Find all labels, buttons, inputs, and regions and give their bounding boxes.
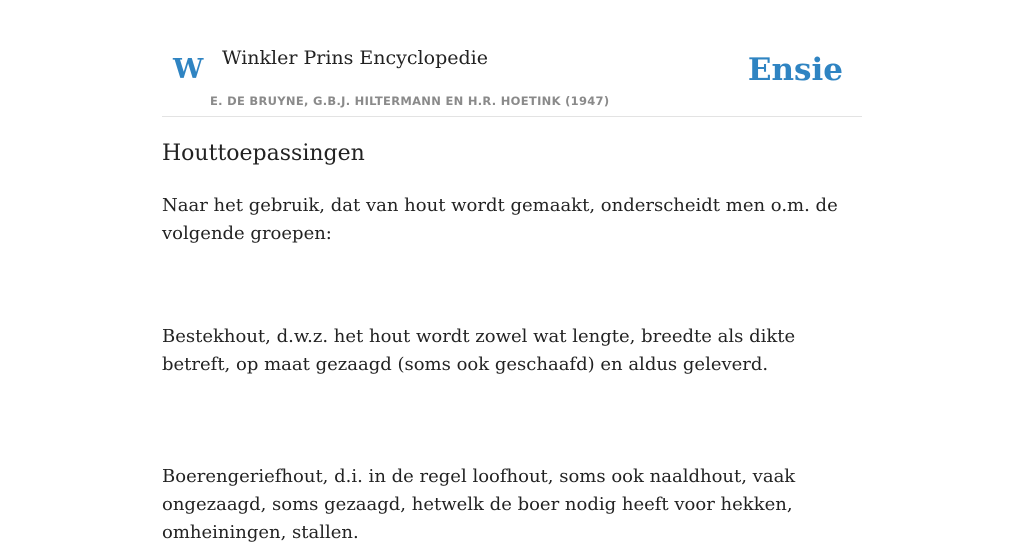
article (162, 136, 862, 543)
article-paragraph: Naar het gebruik, dat van hout wordt gemaakt, onderscheidt men o.m. de volgende groepen: (162, 195, 838, 244)
article-title: Houttoepassingen (162, 141, 365, 166)
authors-subtitle: E. DE BRUYNE, G.B.J. HILTERMANN EN H.R. HOETINK (1947) (210, 94, 610, 108)
site-header (162, 0, 862, 117)
site-title[interactable]: Winkler Prins Encyclopedie (222, 47, 488, 69)
article-paragraph: Bestekhout, d.w.z. het hout wordt zowel wat lengte, breedte als dikte betreft, op maat gezaagd (soms ook geschaafd) en aldus geleverd. (162, 326, 796, 375)
winkler-prins-logo[interactable]: W (173, 54, 204, 85)
ensie-logo-link[interactable]: Ensie (747, 52, 843, 88)
article-paragraph: Boerengeriefhout, d.i. in de regel loofhout, soms ook naaldhout, vaak ongezaagd, soms gezaagd, hetwelk de boer nodig heeft voor hekken, omheiningen, stallen. (162, 466, 796, 543)
